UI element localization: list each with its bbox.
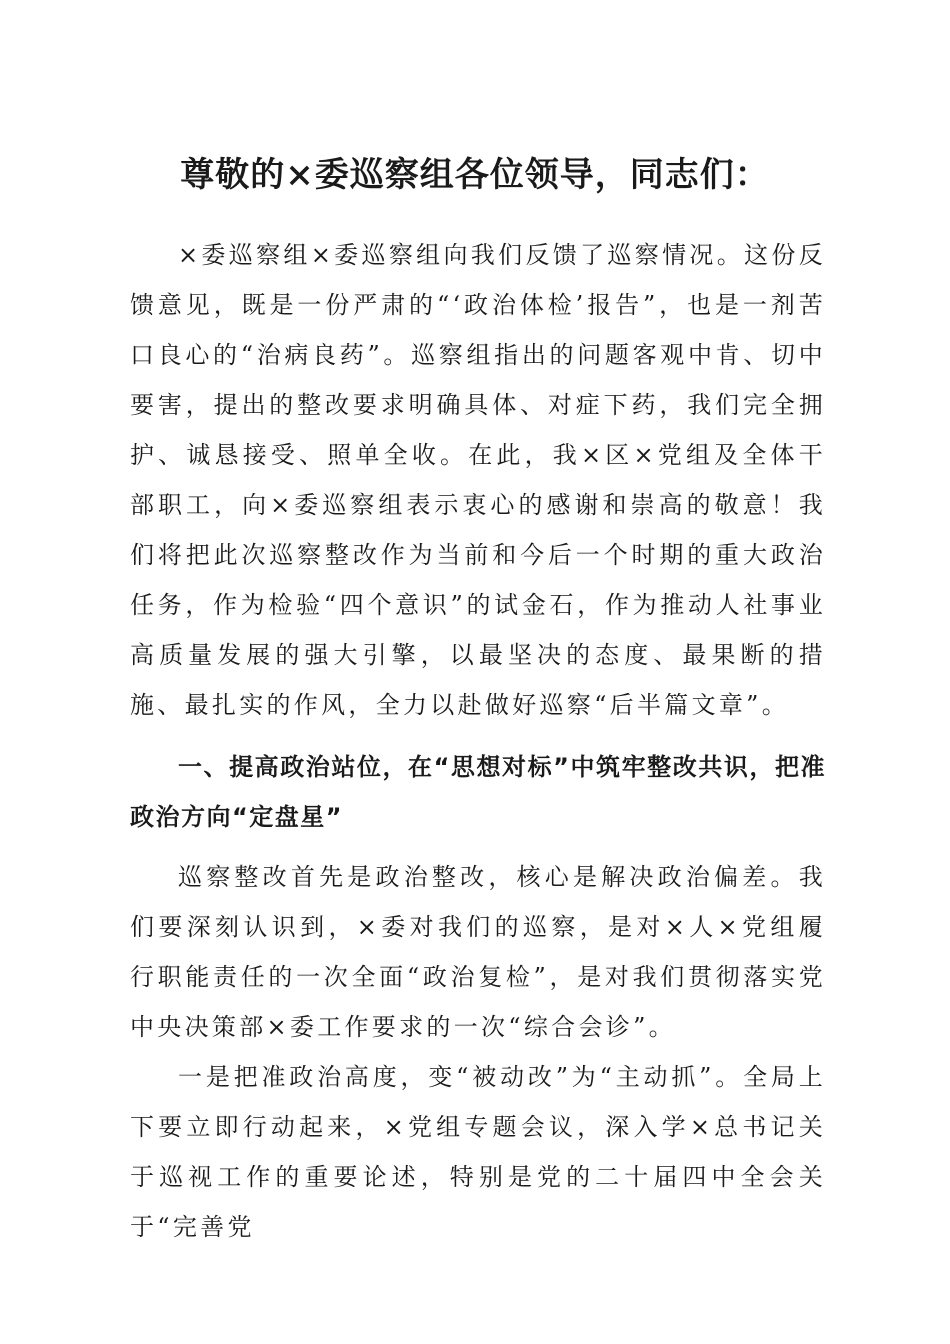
section-heading-1: 一、提高政治站位，在“思想对标”中筑牢整改共识，把准政治方向“定盘星” xyxy=(130,753,826,831)
body-paragraph-section1: 巡察整改首先是政治整改，核心是解决政治偏差。我们要深刻认识到，×委对我们的巡察，是对×人×党组履行职能责任的一次全面“政治复检”，是对我们贯彻落实党中央决策部×委工作要求的一次“综合会诊”。 xyxy=(130,863,826,1041)
body-paragraph-point1: 一是把准政治高度，变“被动改”为“主动抓”。全局上下要立即行动起来，×党组专题会议，深入学×总书记关于巡视工作的重要论述，特别是党的二十届四中全会关于“完善党 xyxy=(130,1063,826,1241)
document-title: 尊敬的×委巡察组各位领导，同志们： xyxy=(180,155,770,195)
document-body xyxy=(130,230,826,1252)
body-paragraph-intro: ×委巡察组×委巡察组向我们反馈了巡察情况。这份反馈意见，既是一份严肃的“‘政治体检’报告”，也是一剂苦口良心的“治病良药”。巡察组指出的问题客观中肯、切中要害，提出的整改要求明确具体、对症下药，我们完全拥护、诚恳接受、照单全收。在此，我×区×党组及全体干部职工，向×委巡察组表示衷心的感谢和崇高的敬意！我们将把此次巡察整改作为当前和今后一个时期的重大政治任务，作为检验“四个意识”的试金石，作为推动人社事业高质量发展的强大引擎，以最坚决的态度、最果断的措施、最扎实的作风，全力以赴做好巡察“后半篇文章”。 xyxy=(130,241,826,719)
